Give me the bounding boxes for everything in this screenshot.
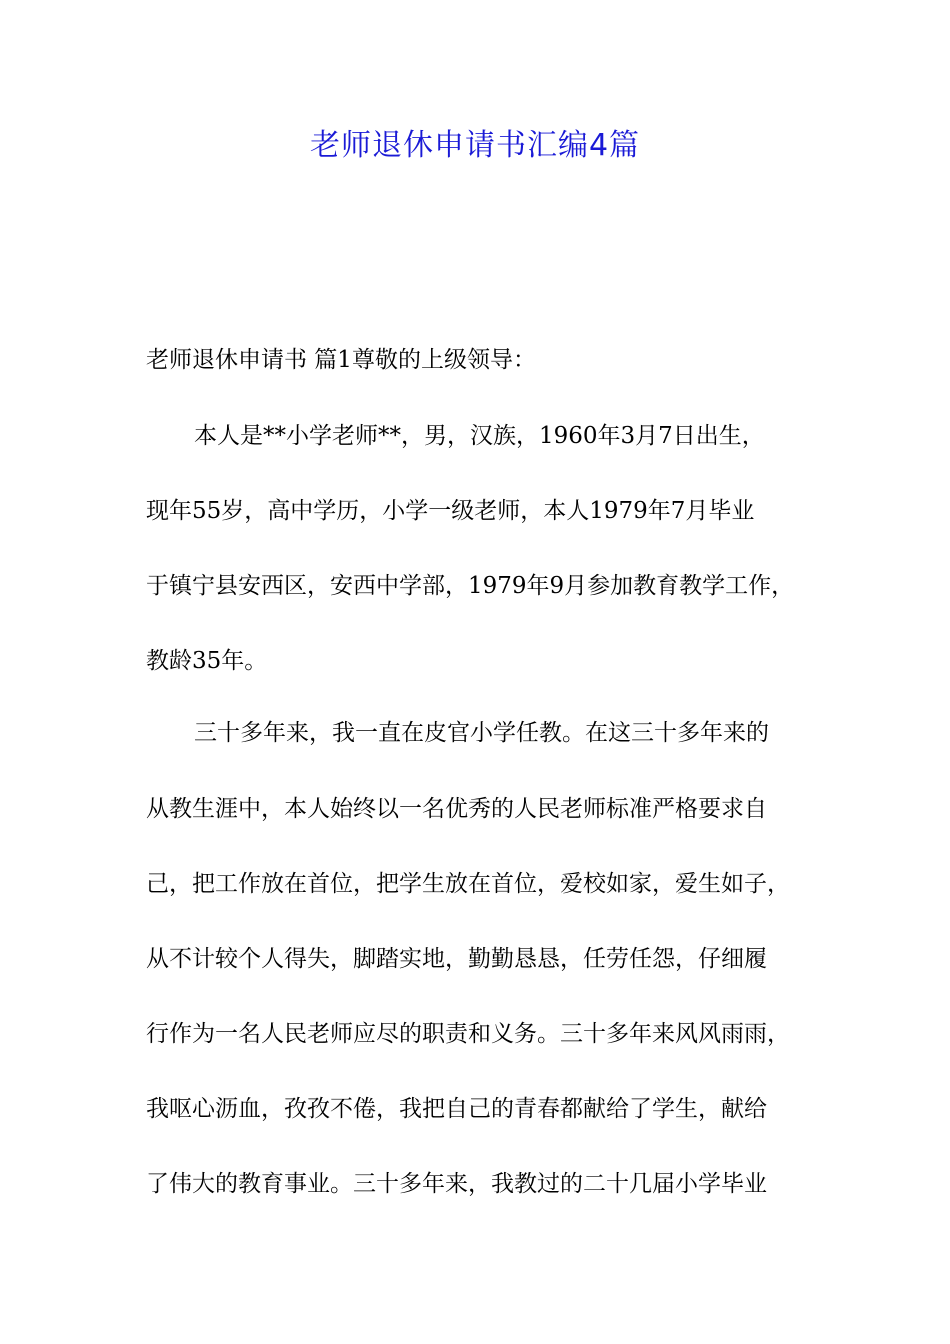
- text-line-section-heading: 老师退休申请书 篇1尊敬的上级领导：: [146, 347, 536, 373]
- text-line: 从不计较个人得失，脚踏实地，勤勤恳恳，任劳任怨，仔细履: [146, 946, 767, 972]
- text-line: 己，把工作放在首位，把学生放在首位，爱校如家，爱生如子，: [146, 871, 790, 897]
- text-line: 于镇宁县安西区，安西中学部，1979年9月参加教育教学工作，: [146, 573, 795, 599]
- text-line: 现年55岁，高中学历，小学一级老师，本人1979年7月毕业: [146, 498, 755, 524]
- text-line: 我呕心沥血，孜孜不倦，我把自己的青春都献给了学生，献给: [146, 1096, 767, 1122]
- text-line: 教龄35年。: [146, 648, 268, 674]
- text-line: 本人是**小学老师**，男，汉族，1960年3月7日出生，: [194, 423, 765, 449]
- text-line: 了伟大的教育事业。三十多年来，我教过的二十几届小学毕业: [146, 1171, 767, 1197]
- text-line: 三十多年来，我一直在皮官小学任教。在这三十多年来的: [194, 720, 769, 746]
- text-line: 行作为一名人民老师应尽的职责和义务。三十多年来风风雨雨，: [146, 1021, 790, 1047]
- document-title: 老师退休申请书汇编4篇: [309, 128, 641, 163]
- text-line: 从教生涯中，本人始终以一名优秀的人民老师标准严格要求自: [146, 796, 767, 822]
